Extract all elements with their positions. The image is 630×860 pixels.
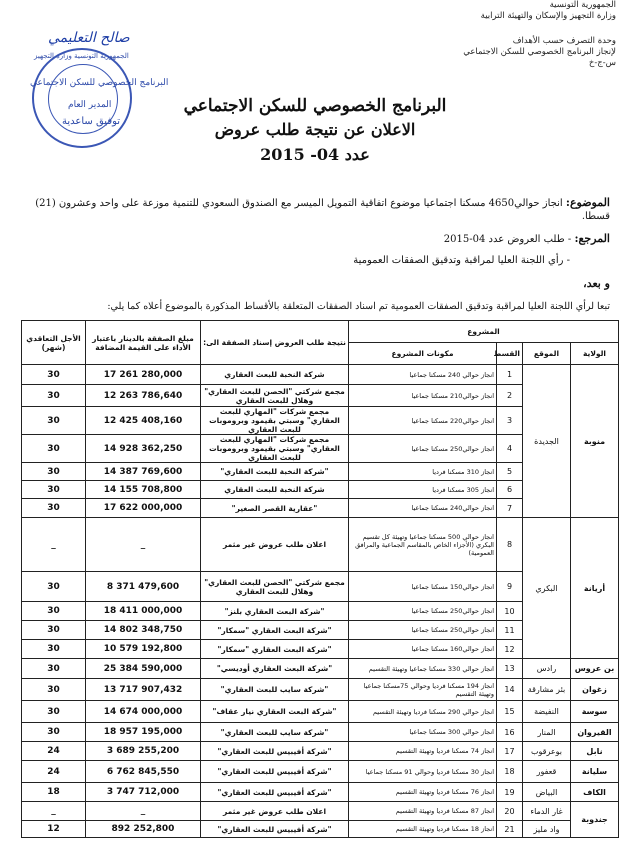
amount-cell: 3 747 712,000 bbox=[86, 783, 201, 802]
amount-cell: 6 762 845,550 bbox=[86, 761, 201, 783]
amount-cell: 13 717 907,432 bbox=[86, 679, 201, 701]
header-line: وزارة التجهيز والإسكان والتهيئة الترابية bbox=[480, 11, 616, 21]
duration-cell: 30 bbox=[22, 602, 86, 621]
components-cell: انجاز 194 مسكنا فرديا وحوالي 75مسكنا جماعيا وتهيئة التقسيم bbox=[349, 679, 497, 701]
stamp-line: البرنامج الخصوصي للسكن الاجتماعي bbox=[30, 78, 169, 88]
result-cell: اعلان طلب عروض غير مثمر bbox=[201, 518, 349, 572]
lot-cell: 12 bbox=[497, 640, 523, 659]
lot-cell: 10 bbox=[497, 602, 523, 621]
result-header: نتيجة طلب العروض إسناد الصفقة الى: bbox=[201, 321, 349, 365]
result-cell: شركة النخبة للبعث العقاري bbox=[201, 481, 349, 499]
duration-cell: 30 bbox=[22, 723, 86, 742]
site-cell: رادس bbox=[523, 659, 571, 679]
stamp-line: توفيق ساعدية bbox=[62, 116, 121, 127]
duration-cell: 30 bbox=[22, 640, 86, 659]
components-cell: انجاز حوالي240 مسكنا جماعيا bbox=[349, 499, 497, 518]
signature: صالح التعليمي bbox=[48, 30, 130, 46]
duration-cell: 24 bbox=[22, 761, 86, 783]
components-cell: انجاز حوالي160 مسكنا جماعيا bbox=[349, 640, 497, 659]
amount-cell: 10 579 192,800 bbox=[86, 640, 201, 659]
components-cell: انجاز حوالي250 مسكنا جماعيا bbox=[349, 435, 497, 463]
components-cell: انجاز حوالي210 مسكنا جماعيا bbox=[349, 385, 497, 407]
after-text: و بعد، bbox=[583, 277, 610, 290]
result-cell: مجمع شركات "المهاري للبعث العقاري" وسبتي بقيمود وبروموبات للبعث العقاري bbox=[201, 407, 349, 435]
lot-cell: 13 bbox=[497, 659, 523, 679]
result-cell: "شركة البعث العقاري بلنز" bbox=[201, 602, 349, 621]
lot-cell: 19 bbox=[497, 783, 523, 802]
duration-cell: 24 bbox=[22, 742, 86, 761]
site-cell: بئر مشارقة bbox=[523, 679, 571, 701]
lot-cell: 21 bbox=[497, 821, 523, 838]
components-cell: انجاز حوالي150 مسكنا جماعيا bbox=[349, 572, 497, 602]
components-header: مكونات المشروع bbox=[349, 343, 497, 365]
components-cell: انجاز حوالي250 مسكنا جماعيا bbox=[349, 602, 497, 621]
duration-cell: 30 bbox=[22, 572, 86, 602]
stamp-ring-text: الجمهورية التونسية وزارة التجهيز bbox=[34, 52, 129, 60]
components-cell: انجاز 305 مسكنا فرديا bbox=[349, 481, 497, 499]
duration-cell: 12 bbox=[22, 821, 86, 838]
table-row bbox=[22, 802, 619, 821]
duration-cell: 30 bbox=[22, 621, 86, 640]
lot-cell: 9 bbox=[497, 572, 523, 602]
table-row bbox=[22, 783, 619, 802]
result-cell: "شركة سايب للبعث العقاري" bbox=[201, 679, 349, 701]
amount-cell: 14 802 348,750 bbox=[86, 621, 201, 640]
lot-cell: 3 bbox=[497, 407, 523, 435]
lot-cell: 20 bbox=[497, 802, 523, 821]
lot-cell: 8 bbox=[497, 518, 523, 572]
result-cell: مجمع شركتي "الحصن للبعث العقاري" وهلال للبعث العقاري bbox=[201, 572, 349, 602]
header-line: الجمهورية التونسية bbox=[549, 0, 616, 10]
table-row bbox=[22, 821, 619, 838]
amount-cell: 892 252,800 bbox=[86, 821, 201, 838]
duration-cell: 30 bbox=[22, 407, 86, 435]
result-cell: "شركة البعث العقاري "سمكار" bbox=[201, 621, 349, 640]
result-cell: "شركة البعث العقاري أوديسي" bbox=[201, 659, 349, 679]
intro-text: تبعا لرأي اللجنة العليا لمراقبة وتدقيق الصفقات العمومية تم اسناد الصفقات المتعلقة بالأقساط المذكورة بالموضوع أعلاه كما يلي: bbox=[107, 301, 610, 312]
duration-cell: 18 bbox=[22, 783, 86, 802]
lot-cell: 17 bbox=[497, 742, 523, 761]
table-row bbox=[22, 742, 619, 761]
title-line-1: البرنامج الخصوصي للسكن الاجتماعي bbox=[183, 96, 447, 116]
result-cell: اعلان طلب عروض غير مثمر bbox=[201, 802, 349, 821]
title-block bbox=[160, 94, 470, 168]
components-cell: انجاز 87 مسكنا فرديا وتهيئة التقسيم bbox=[349, 802, 497, 821]
duration-header: الأجل التعاقدي (شهر) bbox=[22, 321, 86, 365]
lot-cell: 5 bbox=[497, 463, 523, 481]
lot-cell: 7 bbox=[497, 499, 523, 518]
result-cell: "شركة سايب للبعث العقاري" bbox=[201, 723, 349, 742]
result-cell: "شركة البعث العقاري نيار عقاف" bbox=[201, 701, 349, 723]
duration-cell: 30 bbox=[22, 435, 86, 463]
duration-cell: 30 bbox=[22, 701, 86, 723]
result-cell: مجمع شركتي "الحصن للبعث العقاري" وهلال للبعث العقاري bbox=[201, 385, 349, 407]
amount-cell: _ bbox=[86, 802, 201, 821]
components-cell: انجاز حوالي 500 مسكنا جماعيا وتهيئة كل تقسيم البكري (الأجزاء الخاص بالمقاسم الجماعية والمرافق العمومية) bbox=[349, 518, 497, 572]
state-cell: جندوبة bbox=[571, 802, 619, 838]
components-cell: انجاز حوالي 290 مسكنا فرديا وتهيئة التقسيم bbox=[349, 701, 497, 723]
result-cell: "شركة أفيبيس للبعث العقاري" bbox=[201, 821, 349, 838]
lot-cell: 14 bbox=[497, 679, 523, 701]
site-cell: الجديدة bbox=[523, 365, 571, 518]
site-cell: البياض bbox=[523, 783, 571, 802]
result-cell: "عقارية القصر الصغير" bbox=[201, 499, 349, 518]
components-cell: انجاز حوالي 240 مسكنا جماعيا bbox=[349, 365, 497, 385]
lot-cell: 15 bbox=[497, 701, 523, 723]
subject-label: الموضوع: bbox=[565, 196, 610, 209]
amount-cell: 14 155 708,800 bbox=[86, 481, 201, 499]
result-cell: "شركة أفيبيس للبعث العقاري" bbox=[201, 761, 349, 783]
amount-cell: 14 387 769,600 bbox=[86, 463, 201, 481]
amount-cell: 18 957 195,000 bbox=[86, 723, 201, 742]
amount-cell: 14 928 362,250 bbox=[86, 435, 201, 463]
duration-cell: _ bbox=[22, 802, 86, 821]
state-cell: سليانة bbox=[571, 761, 619, 783]
duration-cell: 30 bbox=[22, 659, 86, 679]
reference-paragraph bbox=[20, 232, 610, 246]
header-line: س-ج-خ bbox=[588, 58, 616, 68]
components-cell: انجاز حوالي250 مسكنا جماعيا bbox=[349, 621, 497, 640]
lot-cell: 6 bbox=[497, 481, 523, 499]
duration-cell: 30 bbox=[22, 499, 86, 518]
lot-cell: 4 bbox=[497, 435, 523, 463]
duration-cell: _ bbox=[22, 518, 86, 572]
table-row bbox=[22, 518, 619, 572]
site-cell: واد مليز bbox=[523, 821, 571, 838]
components-cell: انجاز حوالي220 مسكنا جماعيا bbox=[349, 407, 497, 435]
stamp-line: المدير العام bbox=[68, 100, 112, 110]
reference-label: المرجع: bbox=[574, 232, 610, 245]
project-header: المشروع bbox=[349, 321, 619, 343]
site-header: الموقع bbox=[523, 343, 571, 365]
duration-cell: 30 bbox=[22, 365, 86, 385]
result-cell: "شركة البعث العقاري "سمكار" bbox=[201, 640, 349, 659]
components-cell: انجاز حوالي 300 مسكنا جماعيا bbox=[349, 723, 497, 742]
amount-cell: 12 425 408,160 bbox=[86, 407, 201, 435]
official-stamp bbox=[32, 48, 132, 148]
table-row bbox=[22, 679, 619, 701]
state-cell: نابل bbox=[571, 742, 619, 761]
components-cell: انجاز 30 مسكنا فرديا وحوالي 91 مسكنا جماعيا bbox=[349, 761, 497, 783]
state-cell: أريانة bbox=[571, 518, 619, 659]
awards-table bbox=[21, 320, 619, 838]
result-cell: "شركة النخبة للبعث العقاري" bbox=[201, 463, 349, 481]
result-cell: "شركة أفيبيس للبعث العقاري" bbox=[201, 783, 349, 802]
table-row bbox=[22, 365, 619, 385]
subject-paragraph bbox=[20, 196, 610, 223]
reference-item-2: - رأي اللجنة العليا لمراقبة وتدقيق الصفقات العمومية bbox=[353, 255, 570, 266]
site-cell: قعفور bbox=[523, 761, 571, 783]
state-cell: سوسة bbox=[571, 701, 619, 723]
result-cell: مجمع شركات "المهاري للبعث العقاري" وسبتي بقيمود وبروموبات للبعث العقاري bbox=[201, 435, 349, 463]
duration-cell: 30 bbox=[22, 463, 86, 481]
amount-cell: 12 263 786,640 bbox=[86, 385, 201, 407]
amount-header: مبلغ الصفقة بالدينار باعتبار الأداء على القيمة المضافة bbox=[86, 321, 201, 365]
lot-cell: 1 bbox=[497, 365, 523, 385]
duration-cell: 30 bbox=[22, 385, 86, 407]
state-cell: الكاف bbox=[571, 783, 619, 802]
result-cell: "شركة أفيبيس للبعث العقاري" bbox=[201, 742, 349, 761]
duration-cell: 30 bbox=[22, 481, 86, 499]
stamp-area bbox=[28, 30, 168, 135]
header-line: وحدة التصرف حسب الأهداف bbox=[512, 36, 616, 46]
header-block bbox=[386, 0, 616, 69]
components-cell: انجاز 18 مسكنا فرديا وتهيئة التقسيم bbox=[349, 821, 497, 838]
components-cell: انجاز حوالي 330 مسكنا جماعيا وتهيئة التقسيم bbox=[349, 659, 497, 679]
site-cell: غار الدماء bbox=[523, 802, 571, 821]
site-cell: بوعرقوب bbox=[523, 742, 571, 761]
lot-cell: 11 bbox=[497, 621, 523, 640]
state-cell: القيروان bbox=[571, 723, 619, 742]
state-header: الولاية bbox=[571, 343, 619, 365]
title-line-3: عدد 04- 2015 bbox=[260, 145, 370, 164]
lot-cell: 2 bbox=[497, 385, 523, 407]
amount-cell: 17 261 280,000 bbox=[86, 365, 201, 385]
amount-cell: 17 622 000,000 bbox=[86, 499, 201, 518]
amount-cell: 3 689 255,200 bbox=[86, 742, 201, 761]
title-line-2: الاعلان عن نتيجة طلب عروض bbox=[214, 120, 416, 139]
components-cell: انجاز 76 مسكنا فرديا وتهيئة التقسيم bbox=[349, 783, 497, 802]
site-cell: البكري bbox=[523, 518, 571, 659]
components-cell: انجاز 74 مسكنا فرديا وتهيئة التقسيم bbox=[349, 742, 497, 761]
table-row bbox=[22, 659, 619, 679]
table-row bbox=[22, 701, 619, 723]
header-line: لإنجاز البرنامج الخصوصي للسكن الاجتماعي bbox=[463, 47, 616, 57]
table-row bbox=[22, 723, 619, 742]
result-cell: شركة النخبة للبعث العقاري bbox=[201, 365, 349, 385]
amount-cell: 25 384 590,000 bbox=[86, 659, 201, 679]
amount-cell: 8 371 479,600 bbox=[86, 572, 201, 602]
state-cell: منوبة bbox=[571, 365, 619, 518]
lot-cell: 18 bbox=[497, 761, 523, 783]
lot-cell: 16 bbox=[497, 723, 523, 742]
duration-cell: 30 bbox=[22, 679, 86, 701]
lot-header: القسط bbox=[497, 343, 523, 365]
site-cell: النفيضة bbox=[523, 701, 571, 723]
table-row bbox=[22, 761, 619, 783]
state-cell: زغوان bbox=[571, 679, 619, 701]
amount-cell: 14 674 000,000 bbox=[86, 701, 201, 723]
subject-text: انجاز حوالي4650 مسكنا اجتماعيا موضوع اتفاقية التمويل الميسر مع الصندوق السعودي للتنمية موزعة على واحد وعشرون (21) قسطا. bbox=[35, 198, 610, 222]
reference-item: - طلب العروض عدد 04-2015 bbox=[443, 234, 572, 245]
amount-cell: 18 411 000,000 bbox=[86, 602, 201, 621]
site-cell: المنار bbox=[523, 723, 571, 742]
components-cell: انجاز 310 مسكنا فرديا bbox=[349, 463, 497, 481]
state-cell: بن عروس bbox=[571, 659, 619, 679]
amount-cell: _ bbox=[86, 518, 201, 572]
